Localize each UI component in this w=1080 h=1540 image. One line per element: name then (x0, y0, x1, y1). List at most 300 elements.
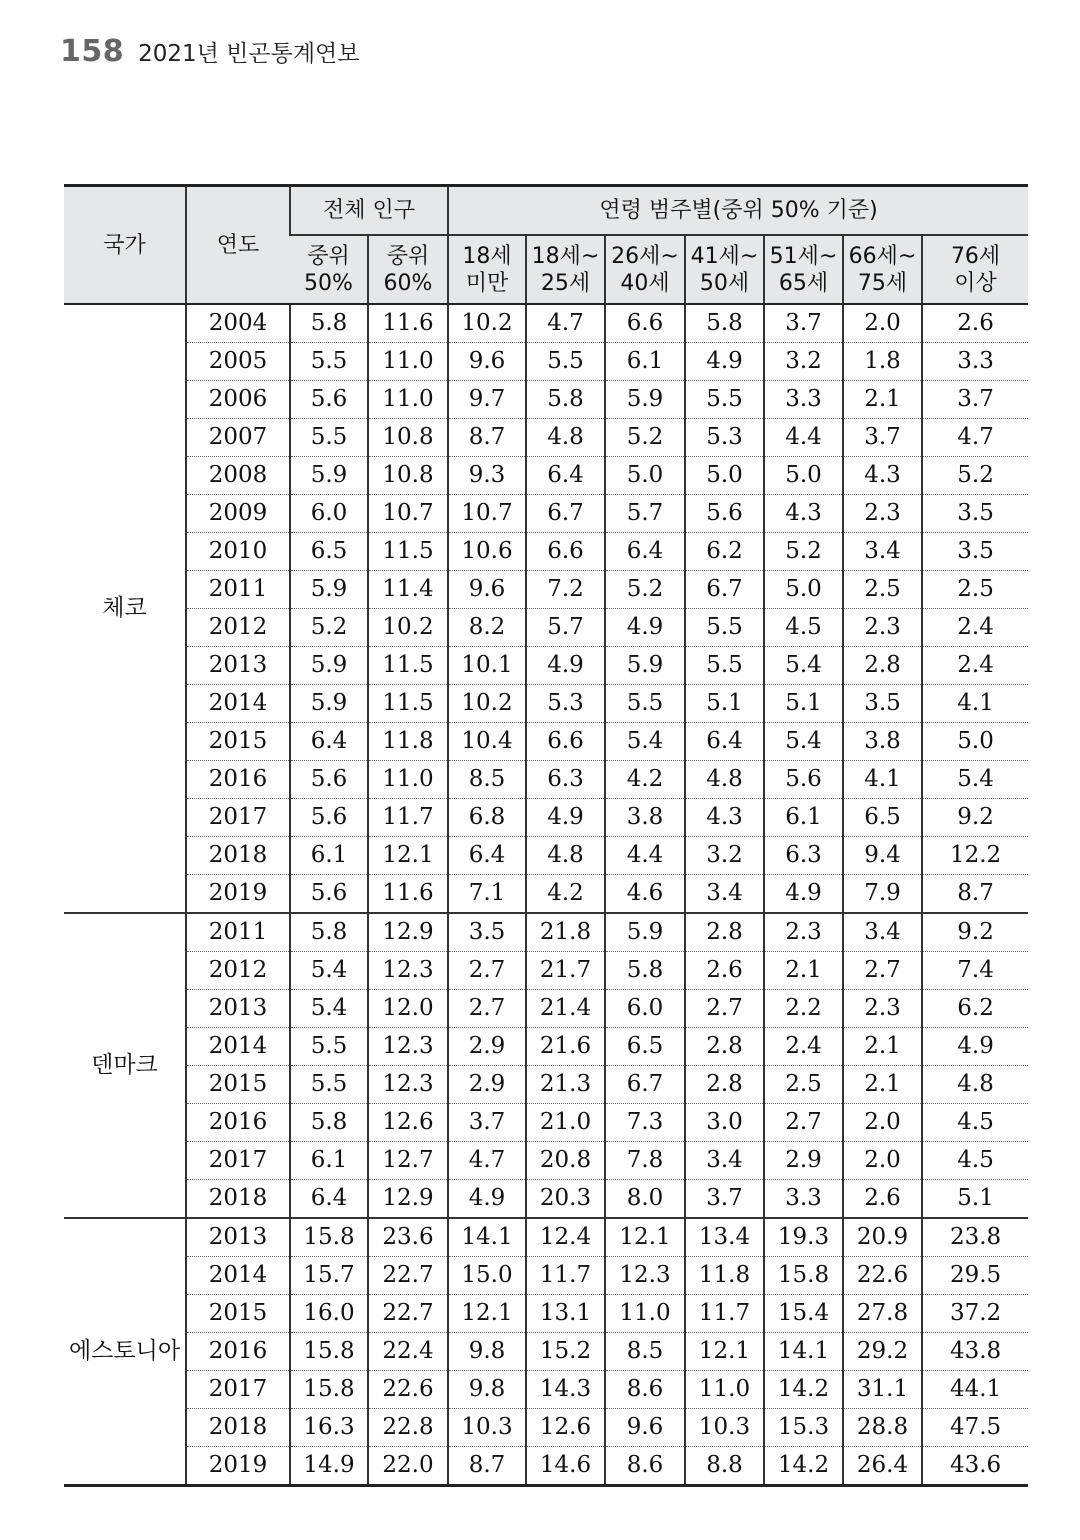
table-row (64, 1333, 1028, 1371)
table-row (64, 1028, 1028, 1066)
value-cell: 10.2 (448, 304, 526, 343)
year-cell: 2019 (186, 1447, 290, 1486)
value-cell: 10.7 (368, 495, 448, 533)
value-cell: 12.1 (605, 1218, 685, 1257)
value-cell: 4.1 (922, 685, 1028, 723)
value-cell: 5.2 (605, 419, 685, 457)
value-cell: 9.3 (448, 457, 526, 495)
value-cell: 13.4 (685, 1218, 764, 1257)
year-cell: 2015 (186, 1295, 290, 1333)
value-cell: 4.9 (526, 647, 605, 685)
value-cell: 3.4 (685, 1142, 764, 1180)
value-cell: 37.2 (922, 1295, 1028, 1333)
value-cell: 4.9 (448, 1180, 526, 1219)
value-cell: 43.6 (922, 1447, 1028, 1486)
value-cell: 4.3 (843, 457, 922, 495)
value-cell: 2.4 (922, 647, 1028, 685)
value-cell: 5.6 (290, 761, 368, 799)
country-name: 에스토니아 (64, 1218, 186, 1486)
value-cell: 6.7 (685, 571, 764, 609)
value-cell: 5.9 (605, 381, 685, 419)
value-cell: 3.5 (843, 685, 922, 723)
value-cell: 7.9 (843, 875, 922, 914)
value-cell: 12.6 (368, 1104, 448, 1142)
value-cell: 8.5 (448, 761, 526, 799)
table-row (64, 1142, 1028, 1180)
table-row (64, 1180, 1028, 1219)
value-cell: 5.1 (922, 1180, 1028, 1219)
value-cell: 20.3 (526, 1180, 605, 1219)
value-cell: 9.6 (448, 571, 526, 609)
value-cell: 4.1 (843, 761, 922, 799)
year-cell: 2014 (186, 1257, 290, 1295)
value-cell: 11.4 (368, 571, 448, 609)
value-cell: 5.6 (685, 495, 764, 533)
value-cell: 6.5 (290, 533, 368, 571)
value-cell: 15.7 (290, 1257, 368, 1295)
value-cell: 7.1 (448, 875, 526, 914)
value-cell: 11.8 (368, 723, 448, 761)
value-cell: 13.1 (526, 1295, 605, 1333)
table-row (64, 457, 1028, 495)
subheader-line: 60% (383, 270, 433, 296)
value-cell: 8.7 (448, 419, 526, 457)
value-cell: 5.8 (526, 381, 605, 419)
year-cell: 2018 (186, 1409, 290, 1447)
value-cell: 22.6 (368, 1371, 448, 1409)
value-cell: 6.5 (843, 799, 922, 837)
value-cell: 12.1 (368, 837, 448, 875)
value-cell: 3.3 (764, 381, 843, 419)
value-cell: 21.3 (526, 1066, 605, 1104)
value-cell: 2.8 (685, 1028, 764, 1066)
value-cell: 15.8 (290, 1333, 368, 1371)
year-cell: 2016 (186, 1104, 290, 1142)
value-cell: 6.6 (526, 723, 605, 761)
year-cell: 2018 (186, 1180, 290, 1219)
value-cell: 21.4 (526, 990, 605, 1028)
value-cell: 22.0 (368, 1447, 448, 1486)
subheader-line: 18세 (462, 243, 512, 269)
value-cell: 2.8 (685, 1066, 764, 1104)
subheader-line: 50% (304, 270, 353, 296)
subheader-line: 50세 (699, 270, 750, 296)
value-cell: 5.2 (605, 571, 685, 609)
table-row (64, 609, 1028, 647)
value-cell: 4.8 (526, 419, 605, 457)
value-cell: 11.0 (685, 1371, 764, 1409)
value-cell: 28.8 (843, 1409, 922, 1447)
value-cell: 20.8 (526, 1142, 605, 1180)
value-cell: 29.2 (843, 1333, 922, 1371)
value-cell: 6.0 (605, 990, 685, 1028)
value-cell: 11.0 (605, 1295, 685, 1333)
value-cell: 6.4 (448, 837, 526, 875)
value-cell: 3.7 (448, 1104, 526, 1142)
year-cell: 2007 (186, 419, 290, 457)
value-cell: 3.0 (685, 1104, 764, 1142)
value-cell: 4.9 (526, 799, 605, 837)
value-cell: 4.9 (685, 343, 764, 381)
value-cell: 11.0 (368, 381, 448, 419)
subheader-line: 40세 (620, 270, 670, 296)
value-cell: 5.9 (290, 685, 368, 723)
subheader-cell (843, 235, 922, 304)
value-cell: 2.4 (922, 609, 1028, 647)
value-cell: 43.8 (922, 1333, 1028, 1371)
value-cell: 12.4 (526, 1218, 605, 1257)
year-cell: 2016 (186, 1333, 290, 1371)
value-cell: 11.7 (368, 799, 448, 837)
value-cell: 4.4 (764, 419, 843, 457)
value-cell: 12.7 (368, 1142, 448, 1180)
value-cell: 4.5 (764, 609, 843, 647)
value-cell: 6.4 (685, 723, 764, 761)
value-cell: 4.7 (448, 1142, 526, 1180)
value-cell: 2.1 (843, 1066, 922, 1104)
value-cell: 2.3 (843, 609, 922, 647)
subheader-line: 65세 (778, 270, 829, 296)
value-cell: 11.5 (368, 647, 448, 685)
year-cell: 2013 (186, 990, 290, 1028)
value-cell: 10.6 (448, 533, 526, 571)
value-cell: 10.4 (448, 723, 526, 761)
value-cell: 11.8 (685, 1257, 764, 1295)
value-cell: 7.3 (605, 1104, 685, 1142)
value-cell: 5.9 (290, 647, 368, 685)
subheader-line: 26세~ (611, 243, 679, 269)
value-cell: 5.5 (290, 343, 368, 381)
country-group (64, 913, 1028, 1218)
value-cell: 6.5 (605, 1028, 685, 1066)
value-cell: 2.7 (764, 1104, 843, 1142)
table-row (64, 685, 1028, 723)
value-cell: 2.0 (843, 304, 922, 343)
value-cell: 6.6 (605, 304, 685, 343)
value-cell: 3.3 (764, 1180, 843, 1219)
value-cell: 4.7 (922, 419, 1028, 457)
year-cell: 2019 (186, 875, 290, 914)
subheader-line: 18세~ (531, 243, 600, 269)
value-cell: 5.0 (764, 571, 843, 609)
value-cell: 2.7 (685, 990, 764, 1028)
value-cell: 29.5 (922, 1257, 1028, 1295)
value-cell: 8.2 (448, 609, 526, 647)
value-cell: 12.1 (448, 1295, 526, 1333)
table-row (64, 1447, 1028, 1486)
value-cell: 2.4 (764, 1028, 843, 1066)
year-cell: 2016 (186, 761, 290, 799)
value-cell: 14.2 (764, 1447, 843, 1486)
value-cell: 5.8 (290, 1104, 368, 1142)
subheader-cell (605, 235, 685, 304)
value-cell: 5.7 (526, 609, 605, 647)
value-cell: 22.7 (368, 1295, 448, 1333)
table-row (64, 990, 1028, 1028)
value-cell: 4.3 (685, 799, 764, 837)
table-row (64, 1104, 1028, 1142)
value-cell: 5.5 (605, 685, 685, 723)
value-cell: 14.2 (764, 1371, 843, 1409)
value-cell: 2.0 (843, 1142, 922, 1180)
value-cell: 5.9 (290, 571, 368, 609)
value-cell: 4.8 (526, 837, 605, 875)
year-cell: 2005 (186, 343, 290, 381)
value-cell: 8.8 (685, 1447, 764, 1486)
value-cell: 2.1 (843, 381, 922, 419)
subheader-line: 41세~ (690, 243, 759, 269)
subheader-cell (922, 235, 1028, 304)
value-cell: 21.0 (526, 1104, 605, 1142)
value-cell: 6.4 (290, 1180, 368, 1219)
year-cell: 2012 (186, 609, 290, 647)
value-cell: 10.7 (448, 495, 526, 533)
value-cell: 5.8 (685, 304, 764, 343)
table-row (64, 761, 1028, 799)
table-row (64, 304, 1028, 343)
year-cell: 2012 (186, 952, 290, 990)
value-cell: 47.5 (922, 1409, 1028, 1447)
value-cell: 3.4 (843, 913, 922, 952)
table-row (64, 1218, 1028, 1257)
value-cell: 6.2 (922, 990, 1028, 1028)
value-cell: 6.1 (764, 799, 843, 837)
value-cell: 5.4 (605, 723, 685, 761)
value-cell: 2.3 (764, 913, 843, 952)
value-cell: 4.6 (605, 875, 685, 914)
table-row (64, 1371, 1028, 1409)
value-cell: 10.3 (685, 1409, 764, 1447)
subheader-line: 중위 (386, 243, 430, 269)
value-cell: 15.8 (290, 1218, 368, 1257)
value-cell: 5.4 (290, 952, 368, 990)
table-row (64, 381, 1028, 419)
value-cell: 12.3 (368, 952, 448, 990)
value-cell: 5.6 (290, 381, 368, 419)
value-cell: 12.9 (368, 913, 448, 952)
value-cell: 5.5 (526, 343, 605, 381)
year-cell: 2018 (186, 837, 290, 875)
year-cell: 2017 (186, 799, 290, 837)
value-cell: 5.5 (290, 1028, 368, 1066)
value-cell: 6.7 (605, 1066, 685, 1104)
value-cell: 6.8 (448, 799, 526, 837)
value-cell: 11.7 (685, 1295, 764, 1333)
value-cell: 11.6 (368, 304, 448, 343)
value-cell: 8.6 (605, 1447, 685, 1486)
value-cell: 9.2 (922, 913, 1028, 952)
value-cell: 2.9 (448, 1028, 526, 1066)
value-cell: 5.8 (605, 952, 685, 990)
value-cell: 5.8 (290, 913, 368, 952)
value-cell: 10.2 (368, 609, 448, 647)
value-cell: 3.7 (843, 419, 922, 457)
value-cell: 11.0 (368, 343, 448, 381)
subheader-cell (526, 235, 605, 304)
value-cell: 8.7 (922, 875, 1028, 914)
table-row (64, 875, 1028, 914)
subheader-line: 25세 (540, 270, 591, 296)
value-cell: 4.8 (685, 761, 764, 799)
table-row (64, 1409, 1028, 1447)
value-cell: 4.2 (526, 875, 605, 914)
table-row (64, 913, 1028, 952)
value-cell: 3.2 (764, 343, 843, 381)
value-cell: 3.5 (448, 913, 526, 952)
value-cell: 3.2 (685, 837, 764, 875)
value-cell: 4.7 (526, 304, 605, 343)
year-cell: 2014 (186, 685, 290, 723)
value-cell: 23.6 (368, 1218, 448, 1257)
value-cell: 5.9 (290, 457, 368, 495)
subheader-line: 75세 (857, 270, 908, 296)
value-cell: 27.8 (843, 1295, 922, 1333)
value-cell: 11.0 (368, 761, 448, 799)
value-cell: 2.1 (764, 952, 843, 990)
subheader-line: 중위 (307, 243, 350, 269)
value-cell: 5.5 (685, 647, 764, 685)
value-cell: 21.7 (526, 952, 605, 990)
header-year: 연도 (186, 186, 290, 305)
value-cell: 2.1 (843, 1028, 922, 1066)
value-cell: 6.2 (685, 533, 764, 571)
country-group (64, 1218, 1028, 1486)
value-cell: 15.3 (764, 1409, 843, 1447)
value-cell: 11.7 (526, 1257, 605, 1295)
subheader-cell (368, 235, 448, 304)
value-cell: 12.1 (685, 1333, 764, 1371)
value-cell: 11.5 (368, 533, 448, 571)
value-cell: 14.6 (526, 1447, 605, 1486)
value-cell: 5.3 (685, 419, 764, 457)
value-cell: 23.8 (922, 1218, 1028, 1257)
value-cell: 5.6 (290, 799, 368, 837)
value-cell: 44.1 (922, 1371, 1028, 1409)
value-cell: 12.3 (368, 1028, 448, 1066)
value-cell: 2.8 (685, 913, 764, 952)
page-number: 158 (60, 34, 125, 69)
value-cell: 26.4 (843, 1447, 922, 1486)
value-cell: 7.2 (526, 571, 605, 609)
country-name: 체코 (64, 304, 186, 913)
value-cell: 21.6 (526, 1028, 605, 1066)
value-cell: 10.1 (448, 647, 526, 685)
table-row (64, 1066, 1028, 1104)
value-cell: 11.5 (368, 685, 448, 723)
value-cell: 9.2 (922, 799, 1028, 837)
value-cell: 9.6 (448, 343, 526, 381)
value-cell: 5.5 (290, 1066, 368, 1104)
value-cell: 16.0 (290, 1295, 368, 1333)
value-cell: 22.6 (843, 1257, 922, 1295)
value-cell: 6.1 (290, 1142, 368, 1180)
value-cell: 4.2 (605, 761, 685, 799)
value-cell: 4.3 (764, 495, 843, 533)
subheader-cell (685, 235, 764, 304)
value-cell: 5.4 (290, 990, 368, 1028)
table-row (64, 343, 1028, 381)
header-country: 국가 (64, 186, 186, 305)
value-cell: 4.9 (922, 1028, 1028, 1066)
value-cell: 10.3 (448, 1409, 526, 1447)
value-cell: 3.3 (922, 343, 1028, 381)
value-cell: 5.7 (605, 495, 685, 533)
value-cell: 5.0 (685, 457, 764, 495)
subheader-line: 이상 (954, 270, 997, 296)
value-cell: 2.6 (843, 1180, 922, 1219)
value-cell: 5.5 (290, 419, 368, 457)
subheader-line: 76세 (950, 243, 1001, 269)
value-cell: 3.7 (685, 1180, 764, 1219)
value-cell: 2.6 (685, 952, 764, 990)
subheader-cell (290, 235, 368, 304)
value-cell: 15.0 (448, 1257, 526, 1295)
year-cell: 2015 (186, 1066, 290, 1104)
value-cell: 12.0 (368, 990, 448, 1028)
year-cell: 2006 (186, 381, 290, 419)
subheader-line: 미만 (465, 270, 509, 296)
value-cell: 10.8 (368, 457, 448, 495)
value-cell: 22.8 (368, 1409, 448, 1447)
value-cell: 3.8 (843, 723, 922, 761)
value-cell: 6.4 (605, 533, 685, 571)
value-cell: 3.7 (764, 304, 843, 343)
value-cell: 15.4 (764, 1295, 843, 1333)
value-cell: 5.4 (764, 647, 843, 685)
table-row (64, 495, 1028, 533)
value-cell: 2.3 (843, 990, 922, 1028)
value-cell: 12.2 (922, 837, 1028, 875)
value-cell: 8.0 (605, 1180, 685, 1219)
value-cell: 6.3 (526, 761, 605, 799)
value-cell: 2.9 (764, 1142, 843, 1180)
subheader-cell (764, 235, 843, 304)
value-cell: 5.8 (290, 304, 368, 343)
table-row (64, 723, 1028, 761)
header-total-population: 전체 인구 (290, 186, 448, 236)
value-cell: 2.5 (843, 571, 922, 609)
value-cell: 2.7 (448, 990, 526, 1028)
value-cell: 1.8 (843, 343, 922, 381)
value-cell: 4.5 (922, 1142, 1028, 1180)
value-cell: 6.4 (526, 457, 605, 495)
value-cell: 2.5 (922, 571, 1028, 609)
year-cell: 2004 (186, 304, 290, 343)
value-cell: 8.6 (605, 1371, 685, 1409)
value-cell: 5.2 (290, 609, 368, 647)
value-cell: 20.9 (843, 1218, 922, 1257)
year-cell: 2013 (186, 1218, 290, 1257)
value-cell: 8.7 (448, 1447, 526, 1486)
value-cell: 9.7 (448, 381, 526, 419)
value-cell: 3.5 (922, 495, 1028, 533)
value-cell: 12.3 (368, 1066, 448, 1104)
value-cell: 3.7 (922, 381, 1028, 419)
value-cell: 14.3 (526, 1371, 605, 1409)
value-cell: 5.0 (605, 457, 685, 495)
year-cell: 2011 (186, 913, 290, 952)
value-cell: 5.0 (922, 723, 1028, 761)
value-cell: 4.9 (764, 875, 843, 914)
value-cell: 12.3 (605, 1257, 685, 1295)
value-cell: 6.4 (290, 723, 368, 761)
value-cell: 9.4 (843, 837, 922, 875)
value-cell: 6.7 (526, 495, 605, 533)
value-cell: 5.9 (605, 913, 685, 952)
value-cell: 7.4 (922, 952, 1028, 990)
value-cell: 4.4 (605, 837, 685, 875)
value-cell: 3.5 (922, 533, 1028, 571)
